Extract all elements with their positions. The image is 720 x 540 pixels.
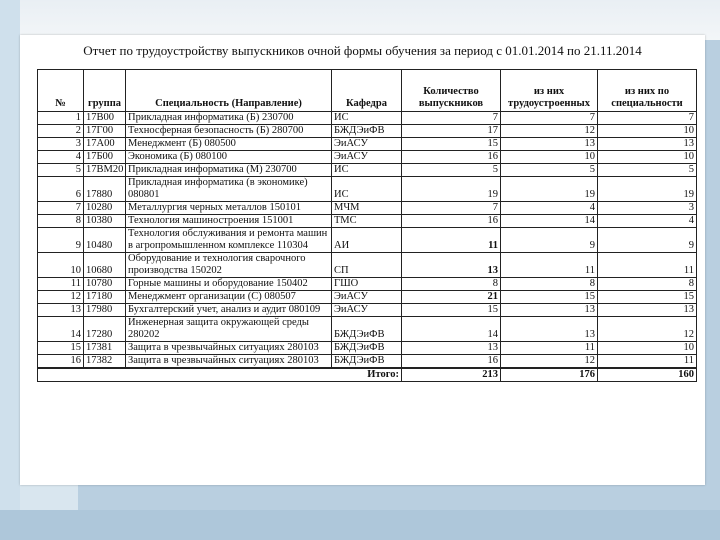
cell-num: 12 <box>38 291 84 304</box>
background-left-stripe <box>0 0 20 540</box>
cell-dept: ЭиАСУ <box>332 291 402 304</box>
cell-by-spec: 8 <box>598 278 697 291</box>
table-row <box>38 177 697 202</box>
cell-employed: 4 <box>501 202 598 215</box>
cell-num: 10 <box>38 253 84 278</box>
cell-dept: БЖДЭиФВ <box>332 125 402 138</box>
cell-spec: Металлургия черных металлов 150101 <box>126 202 332 215</box>
cell-count: 11 <box>402 228 501 253</box>
cell-count: 8 <box>402 278 501 291</box>
cell-by-spec: 9 <box>598 228 697 253</box>
cell-count: 14 <box>402 317 501 342</box>
cell-by-spec: 11 <box>598 355 697 369</box>
cell-by-spec: 10 <box>598 151 697 164</box>
cell-dept: ГШО <box>332 278 402 291</box>
cell-spec: Технология машиностроения 151001 <box>126 215 332 228</box>
cell-employed: 15 <box>501 291 598 304</box>
cell-employed: 12 <box>501 125 598 138</box>
cell-dept: ЭиАСУ <box>332 304 402 317</box>
cell-count: 5 <box>402 164 501 177</box>
table-row <box>38 215 697 228</box>
cell-num: 8 <box>38 215 84 228</box>
cell-group: 17381 <box>84 342 126 355</box>
cell-employed: 10 <box>501 151 598 164</box>
cell-num: 15 <box>38 342 84 355</box>
cell-spec: Менеджмент (Б) 080500 <box>126 138 332 151</box>
cell-count: 13 <box>402 342 501 355</box>
header-spec: Специальность (Направление) <box>126 70 332 112</box>
table-row <box>38 291 697 304</box>
cell-employed: 13 <box>501 138 598 151</box>
cell-employed: 11 <box>501 253 598 278</box>
cell-spec: Горные машины и оборудование 150402 <box>126 278 332 291</box>
cell-spec: Прикладная информатика (М) 230700 <box>126 164 332 177</box>
cell-count: 15 <box>402 138 501 151</box>
cell-by-spec: 10 <box>598 342 697 355</box>
cell-group: 17В00 <box>84 112 126 125</box>
cell-spec: Оборудование и технология сварочного производства 150202 <box>126 253 332 278</box>
table-row <box>38 228 697 253</box>
cell-count: 7 <box>402 202 501 215</box>
cell-group: 17Г00 <box>84 125 126 138</box>
table-row <box>38 202 697 215</box>
table-header-row <box>38 70 697 112</box>
cell-group: 17А00 <box>84 138 126 151</box>
cell-group: 10380 <box>84 215 126 228</box>
cell-num: 16 <box>38 355 84 369</box>
cell-count: 21 <box>402 291 501 304</box>
cell-dept: ИС <box>332 164 402 177</box>
cell-spec: Экономика (Б) 080100 <box>126 151 332 164</box>
cell-group: 17980 <box>84 304 126 317</box>
cell-count: 16 <box>402 355 501 369</box>
cell-spec: Технология обслуживания и ремонта машин в агропромышленном комплексе 110304 <box>126 228 332 253</box>
table-row <box>38 253 697 278</box>
cell-dept: МЧМ <box>332 202 402 215</box>
cell-employed: 5 <box>501 164 598 177</box>
table-row <box>38 138 697 151</box>
cell-dept: АИ <box>332 228 402 253</box>
cell-group: 17180 <box>84 291 126 304</box>
cell-group: 10280 <box>84 202 126 215</box>
table-row <box>38 125 697 138</box>
cell-employed: 9 <box>501 228 598 253</box>
cell-num: 6 <box>38 177 84 202</box>
cell-employed: 12 <box>501 355 598 369</box>
cell-count: 15 <box>402 304 501 317</box>
cell-spec: Защита в чрезвычайных ситуациях 280103 <box>126 355 332 369</box>
cell-dept: БЖДЭиФВ <box>332 317 402 342</box>
cell-group: 10480 <box>84 228 126 253</box>
cell-num: 1 <box>38 112 84 125</box>
cell-dept: ИС <box>332 177 402 202</box>
cell-spec: Прикладная информатика (Б) 230700 <box>126 112 332 125</box>
cell-dept: СП <box>332 253 402 278</box>
cell-count: 16 <box>402 215 501 228</box>
cell-num: 11 <box>38 278 84 291</box>
table-row <box>38 278 697 291</box>
cell-group: 10680 <box>84 253 126 278</box>
cell-spec: Защита в чрезвычайных ситуациях 280103 <box>126 342 332 355</box>
cell-count: 7 <box>402 112 501 125</box>
cell-num: 14 <box>38 317 84 342</box>
cell-group: 17280 <box>84 317 126 342</box>
document-page <box>20 35 705 485</box>
cell-group: 10780 <box>84 278 126 291</box>
cell-by-spec: 15 <box>598 291 697 304</box>
header-group: группа <box>84 70 126 112</box>
cell-spec: Техносферная безопасность (Б) 280700 <box>126 125 332 138</box>
header-count: Количество выпускников <box>402 70 501 112</box>
total-label: Итого: <box>38 368 402 382</box>
cell-by-spec: 11 <box>598 253 697 278</box>
total-count: 213 <box>402 368 501 382</box>
table-row <box>38 304 697 317</box>
cell-group: 17382 <box>84 355 126 369</box>
cell-group: 17ВМ20 <box>84 164 126 177</box>
cell-by-spec: 13 <box>598 304 697 317</box>
table-row <box>38 164 697 177</box>
cell-dept: ЭиАСУ <box>332 151 402 164</box>
cell-employed: 19 <box>501 177 598 202</box>
table-row <box>38 151 697 164</box>
cell-employed: 7 <box>501 112 598 125</box>
table-body <box>38 112 697 382</box>
cell-by-spec: 10 <box>598 125 697 138</box>
cell-employed: 14 <box>501 215 598 228</box>
cell-by-spec: 3 <box>598 202 697 215</box>
header-dept: Кафедра <box>332 70 402 112</box>
cell-by-spec: 4 <box>598 215 697 228</box>
table-row <box>38 317 697 342</box>
cell-employed: 11 <box>501 342 598 355</box>
total-by-spec: 160 <box>598 368 697 382</box>
cell-count: 19 <box>402 177 501 202</box>
cell-employed: 13 <box>501 304 598 317</box>
cell-num: 5 <box>38 164 84 177</box>
cell-group: 17Б00 <box>84 151 126 164</box>
table-row <box>38 112 697 125</box>
background-top-band <box>20 0 720 40</box>
cell-by-spec: 13 <box>598 138 697 151</box>
cell-num: 2 <box>38 125 84 138</box>
cell-by-spec: 12 <box>598 317 697 342</box>
cell-spec: Прикладная информатика (в экономике) 080801 <box>126 177 332 202</box>
cell-count: 16 <box>402 151 501 164</box>
table-row <box>38 342 697 355</box>
cell-spec: Инженерная защита окружающей среды 280202 <box>126 317 332 342</box>
cell-dept: ИС <box>332 112 402 125</box>
header-by-spec: из них по специальности <box>598 70 697 112</box>
header-num: № <box>38 70 84 112</box>
cell-employed: 13 <box>501 317 598 342</box>
table-row <box>38 355 697 369</box>
cell-num: 4 <box>38 151 84 164</box>
cell-count: 13 <box>402 253 501 278</box>
report-title: Отчет по трудоустройству выпускников очной формы обучения за период с 01.01.2014 по 21.11.2014 <box>83 43 642 58</box>
cell-group: 17880 <box>84 177 126 202</box>
cell-num: 3 <box>38 138 84 151</box>
header-employed: из них трудоустроенных <box>501 70 598 112</box>
cell-dept: БЖДЭиФВ <box>332 342 402 355</box>
cell-dept: ТМС <box>332 215 402 228</box>
cell-by-spec: 5 <box>598 164 697 177</box>
cell-by-spec: 19 <box>598 177 697 202</box>
cell-count: 17 <box>402 125 501 138</box>
cell-by-spec: 7 <box>598 112 697 125</box>
total-row <box>38 368 697 382</box>
background-bottom-band <box>0 510 720 540</box>
cell-employed: 8 <box>501 278 598 291</box>
cell-dept: БЖДЭиФВ <box>332 355 402 369</box>
cell-num: 7 <box>38 202 84 215</box>
cell-spec: Бухгалтерский учет, анализ и аудит 080109 <box>126 304 332 317</box>
cell-dept: ЭиАСУ <box>332 138 402 151</box>
cell-num: 13 <box>38 304 84 317</box>
total-employed: 176 <box>501 368 598 382</box>
cell-spec: Менеджмент организации (С) 080507 <box>126 291 332 304</box>
employment-report-table <box>37 69 697 382</box>
cell-num: 9 <box>38 228 84 253</box>
